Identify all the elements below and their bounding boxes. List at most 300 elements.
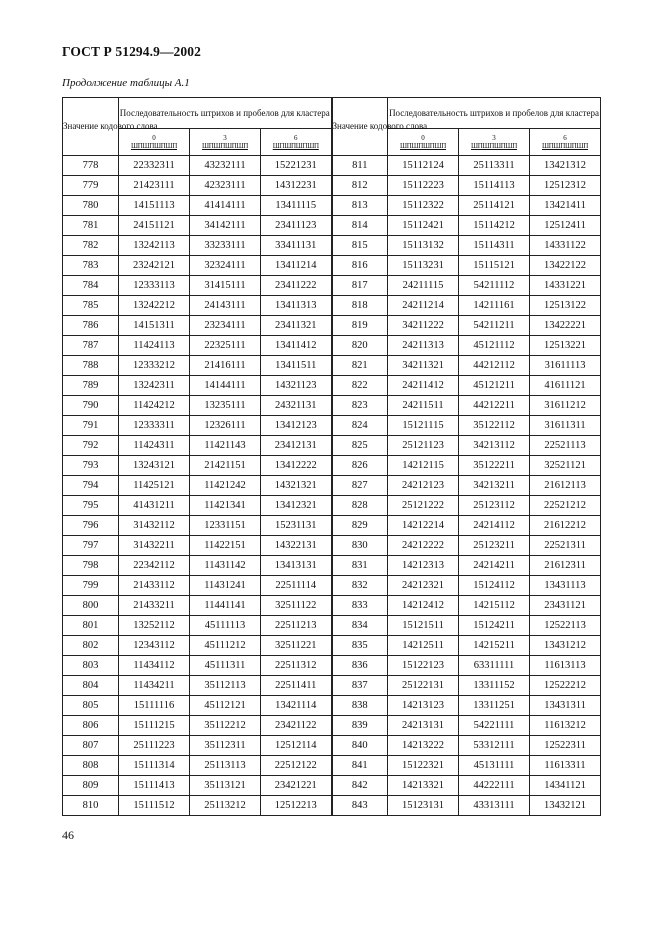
sequence-cell: 13431212 bbox=[530, 636, 601, 656]
sequence-cell: 25123211 bbox=[459, 536, 530, 556]
sequence-cell: 24212123 bbox=[388, 476, 459, 496]
sequence-cell: 15113231 bbox=[388, 256, 459, 276]
sequence-cell: 22511312 bbox=[261, 656, 332, 676]
sequence-cell: 25121222 bbox=[388, 496, 459, 516]
codeword-value-cell: 778 bbox=[63, 156, 119, 176]
codeword-value-cell: 831 bbox=[332, 556, 388, 576]
sequence-cell: 15123131 bbox=[388, 796, 459, 816]
sequence-cell: 12512114 bbox=[261, 736, 332, 756]
header-sequence-right: Последовательность штрихов и пробелов для кластера bbox=[388, 98, 601, 129]
table-body bbox=[63, 156, 601, 816]
sequence-cell: 11434112 bbox=[119, 656, 190, 676]
sequence-cell: 35112212 bbox=[190, 716, 261, 736]
codeword-value-cell: 788 bbox=[63, 356, 119, 376]
sequence-cell: 15122123 bbox=[388, 656, 459, 676]
sequence-cell: 14212214 bbox=[388, 516, 459, 536]
sequence-cell: 15114212 bbox=[459, 216, 530, 236]
sequence-cell: 12522212 bbox=[530, 676, 601, 696]
sequence-cell: 11424113 bbox=[119, 336, 190, 356]
sequence-cell: 15111314 bbox=[119, 756, 190, 776]
sequence-cell: 31415111 bbox=[190, 276, 261, 296]
sequence-cell: 11421143 bbox=[190, 436, 261, 456]
sequence-cell: 34211321 bbox=[388, 356, 459, 376]
sequence-cell: 14213222 bbox=[388, 736, 459, 756]
sequence-cell: 22512122 bbox=[261, 756, 332, 776]
sequence-cell: 15112223 bbox=[388, 176, 459, 196]
sequence-cell: 31611113 bbox=[530, 356, 601, 376]
codeword-value-cell: 792 bbox=[63, 436, 119, 456]
sequence-cell: 24211115 bbox=[388, 276, 459, 296]
sequence-cell: 35112113 bbox=[190, 676, 261, 696]
sequence-cell: 14211161 bbox=[459, 296, 530, 316]
table-row bbox=[63, 256, 601, 276]
codeword-value-cell: 835 bbox=[332, 636, 388, 656]
codeword-value-cell: 817 bbox=[332, 276, 388, 296]
codeword-value-cell: 816 bbox=[332, 256, 388, 276]
sequence-cell: 34213112 bbox=[459, 436, 530, 456]
sequence-cell: 22332311 bbox=[119, 156, 190, 176]
header-value-left: Значение кодового слова bbox=[63, 98, 119, 156]
codeword-value-cell: 780 bbox=[63, 196, 119, 216]
sequence-cell: 12512411 bbox=[530, 216, 601, 236]
sequence-cell: 23412131 bbox=[261, 436, 332, 456]
sequence-cell: 12513221 bbox=[530, 336, 601, 356]
sequence-cell: 15111215 bbox=[119, 716, 190, 736]
sequence-cell: 13412123 bbox=[261, 416, 332, 436]
sequence-cell: 13243121 bbox=[119, 456, 190, 476]
sequence-cell: 24143111 bbox=[190, 296, 261, 316]
table-row bbox=[63, 316, 601, 336]
codeword-value-cell: 779 bbox=[63, 176, 119, 196]
sequence-cell: 25114121 bbox=[459, 196, 530, 216]
codeword-value-cell: 833 bbox=[332, 596, 388, 616]
codeword-value-cell: 805 bbox=[63, 696, 119, 716]
sequence-cell: 24212321 bbox=[388, 576, 459, 596]
sequence-cell: 11425121 bbox=[119, 476, 190, 496]
header-cluster: 6 ШПШПШПШП bbox=[530, 129, 601, 156]
sequence-cell: 32511122 bbox=[261, 596, 332, 616]
header-value-right: Значение кодового слова bbox=[332, 98, 388, 156]
codeword-value-cell: 809 bbox=[63, 776, 119, 796]
sequence-cell: 44212112 bbox=[459, 356, 530, 376]
sequence-cell: 21612311 bbox=[530, 556, 601, 576]
codeword-value-cell: 836 bbox=[332, 656, 388, 676]
sequence-cell: 15111116 bbox=[119, 696, 190, 716]
table-row bbox=[63, 436, 601, 456]
sequence-cell: 22521212 bbox=[530, 496, 601, 516]
sequence-cell: 21423111 bbox=[119, 176, 190, 196]
table-row bbox=[63, 456, 601, 476]
sequence-cell: 22521311 bbox=[530, 536, 601, 556]
sequence-cell: 35122112 bbox=[459, 416, 530, 436]
sequence-cell: 11431241 bbox=[190, 576, 261, 596]
sequence-cell: 15115121 bbox=[459, 256, 530, 276]
sequence-cell: 23431121 bbox=[530, 596, 601, 616]
sequence-cell: 15112124 bbox=[388, 156, 459, 176]
sequence-cell: 11422151 bbox=[190, 536, 261, 556]
table-row bbox=[63, 176, 601, 196]
table-row bbox=[63, 476, 601, 496]
codeword-value-cell: 789 bbox=[63, 376, 119, 396]
sequence-cell: 34211222 bbox=[388, 316, 459, 336]
sequence-cell: 15111512 bbox=[119, 796, 190, 816]
codeword-value-cell: 800 bbox=[63, 596, 119, 616]
sequence-cell: 25123112 bbox=[459, 496, 530, 516]
codeword-value-cell: 822 bbox=[332, 376, 388, 396]
sequence-cell: 42323111 bbox=[190, 176, 261, 196]
sequence-cell: 25113311 bbox=[459, 156, 530, 176]
sequence-cell: 25121123 bbox=[388, 436, 459, 456]
sequence-cell: 45111113 bbox=[190, 616, 261, 636]
sequence-cell: 14212412 bbox=[388, 596, 459, 616]
codeword-value-cell: 838 bbox=[332, 696, 388, 716]
sequence-cell: 12522311 bbox=[530, 736, 601, 756]
sequence-cell: 13422221 bbox=[530, 316, 601, 336]
codeword-value-cell: 785 bbox=[63, 296, 119, 316]
codeword-value-cell: 790 bbox=[63, 396, 119, 416]
codeword-value-cell: 806 bbox=[63, 716, 119, 736]
codeword-table bbox=[62, 97, 601, 816]
sequence-cell: 25122131 bbox=[388, 676, 459, 696]
sequence-cell: 12512213 bbox=[261, 796, 332, 816]
table-row bbox=[63, 796, 601, 816]
sequence-cell: 15124112 bbox=[459, 576, 530, 596]
sequence-cell: 11613212 bbox=[530, 716, 601, 736]
header-sequence-left: Последовательность штрихов и пробелов для кластера bbox=[119, 98, 332, 129]
sequence-cell: 12512312 bbox=[530, 176, 601, 196]
sequence-cell: 15124211 bbox=[459, 616, 530, 636]
sequence-cell: 43232111 bbox=[190, 156, 261, 176]
codeword-value-cell: 824 bbox=[332, 416, 388, 436]
sequence-cell: 15114113 bbox=[459, 176, 530, 196]
sequence-cell: 14331221 bbox=[530, 276, 601, 296]
table-row bbox=[63, 196, 601, 216]
sequence-cell: 32511221 bbox=[261, 636, 332, 656]
sequence-cell: 45111311 bbox=[190, 656, 261, 676]
sequence-cell: 13412321 bbox=[261, 496, 332, 516]
codeword-value-cell: 834 bbox=[332, 616, 388, 636]
codeword-value-cell: 810 bbox=[63, 796, 119, 816]
table-row bbox=[63, 656, 601, 676]
sequence-cell: 13235111 bbox=[190, 396, 261, 416]
sequence-cell: 13422122 bbox=[530, 256, 601, 276]
sequence-cell: 13411412 bbox=[261, 336, 332, 356]
sequence-cell: 31611212 bbox=[530, 396, 601, 416]
sequence-cell: 21433112 bbox=[119, 576, 190, 596]
sequence-cell: 31611311 bbox=[530, 416, 601, 436]
sequence-cell: 13411115 bbox=[261, 196, 332, 216]
table-row bbox=[63, 336, 601, 356]
codeword-value-cell: 828 bbox=[332, 496, 388, 516]
sequence-cell: 11434211 bbox=[119, 676, 190, 696]
header-cluster: 0 ШПШПШПШП bbox=[119, 129, 190, 156]
sequence-cell: 13311251 bbox=[459, 696, 530, 716]
sequence-cell: 23411123 bbox=[261, 216, 332, 236]
sequence-cell: 44222111 bbox=[459, 776, 530, 796]
codeword-value-cell: 818 bbox=[332, 296, 388, 316]
sequence-cell: 15121115 bbox=[388, 416, 459, 436]
sequence-cell: 23421122 bbox=[261, 716, 332, 736]
sequence-cell: 31432211 bbox=[119, 536, 190, 556]
codeword-value-cell: 827 bbox=[332, 476, 388, 496]
sequence-cell: 14341121 bbox=[530, 776, 601, 796]
sequence-cell: 21433211 bbox=[119, 596, 190, 616]
sequence-cell: 15231131 bbox=[261, 516, 332, 536]
table-caption: Продолжение таблицы А.1 bbox=[62, 77, 190, 89]
sequence-cell: 23234111 bbox=[190, 316, 261, 336]
sequence-cell: 43313111 bbox=[459, 796, 530, 816]
codeword-value-cell: 796 bbox=[63, 516, 119, 536]
sequence-cell: 22521113 bbox=[530, 436, 601, 456]
sequence-cell: 14213321 bbox=[388, 776, 459, 796]
codeword-value-cell: 804 bbox=[63, 676, 119, 696]
codeword-value-cell: 811 bbox=[332, 156, 388, 176]
sequence-cell: 13412222 bbox=[261, 456, 332, 476]
sequence-cell: 12333311 bbox=[119, 416, 190, 436]
sequence-cell: 13431311 bbox=[530, 696, 601, 716]
codeword-value-cell: 782 bbox=[63, 236, 119, 256]
sequence-cell: 11441141 bbox=[190, 596, 261, 616]
sequence-cell: 54221111 bbox=[459, 716, 530, 736]
codeword-value-cell: 839 bbox=[332, 716, 388, 736]
sequence-cell: 11613311 bbox=[530, 756, 601, 776]
sequence-cell: 22342112 bbox=[119, 556, 190, 576]
sequence-cell: 45121112 bbox=[459, 336, 530, 356]
table-row bbox=[63, 756, 601, 776]
sequence-cell: 21421151 bbox=[190, 456, 261, 476]
sequence-cell: 14215211 bbox=[459, 636, 530, 656]
codeword-value-cell: 837 bbox=[332, 676, 388, 696]
sequence-cell: 35122211 bbox=[459, 456, 530, 476]
table-row bbox=[63, 156, 601, 176]
sequence-cell: 11613113 bbox=[530, 656, 601, 676]
sequence-cell: 12522113 bbox=[530, 616, 601, 636]
codeword-value-cell: 783 bbox=[63, 256, 119, 276]
codeword-value-cell: 829 bbox=[332, 516, 388, 536]
sequence-cell: 24212222 bbox=[388, 536, 459, 556]
sequence-cell: 21612113 bbox=[530, 476, 601, 496]
sequence-cell: 44212211 bbox=[459, 396, 530, 416]
codeword-value-cell: 842 bbox=[332, 776, 388, 796]
sequence-cell: 35113121 bbox=[190, 776, 261, 796]
sequence-cell: 12331151 bbox=[190, 516, 261, 536]
codeword-value-cell: 795 bbox=[63, 496, 119, 516]
sequence-cell: 23411321 bbox=[261, 316, 332, 336]
codeword-value-cell: 843 bbox=[332, 796, 388, 816]
codeword-value-cell: 815 bbox=[332, 236, 388, 256]
sequence-cell: 15112322 bbox=[388, 196, 459, 216]
sequence-cell: 13242212 bbox=[119, 296, 190, 316]
table-row bbox=[63, 356, 601, 376]
sequence-cell: 35112311 bbox=[190, 736, 261, 756]
sequence-cell: 13421114 bbox=[261, 696, 332, 716]
sequence-cell: 14321123 bbox=[261, 376, 332, 396]
codeword-value-cell: 820 bbox=[332, 336, 388, 356]
codeword-value-cell: 814 bbox=[332, 216, 388, 236]
sequence-cell: 21416111 bbox=[190, 356, 261, 376]
sequence-cell: 14331122 bbox=[530, 236, 601, 256]
table-row bbox=[63, 496, 601, 516]
table-row bbox=[63, 676, 601, 696]
codeword-value-cell: 808 bbox=[63, 756, 119, 776]
sequence-cell: 23242121 bbox=[119, 256, 190, 276]
sequence-cell: 13252112 bbox=[119, 616, 190, 636]
header-cluster: 0 ШПШПШПШП bbox=[388, 129, 459, 156]
codeword-value-cell: 802 bbox=[63, 636, 119, 656]
codeword-value-cell: 794 bbox=[63, 476, 119, 496]
codeword-value-cell: 797 bbox=[63, 536, 119, 556]
sequence-cell: 13411214 bbox=[261, 256, 332, 276]
sequence-cell: 11431142 bbox=[190, 556, 261, 576]
table-row bbox=[63, 716, 601, 736]
sequence-cell: 13411511 bbox=[261, 356, 332, 376]
table-row bbox=[63, 276, 601, 296]
sequence-cell: 24211412 bbox=[388, 376, 459, 396]
table-row bbox=[63, 396, 601, 416]
table-row bbox=[63, 516, 601, 536]
sequence-cell: 33411131 bbox=[261, 236, 332, 256]
sequence-cell: 45111212 bbox=[190, 636, 261, 656]
codeword-value-cell: 821 bbox=[332, 356, 388, 376]
sequence-cell: 13431113 bbox=[530, 576, 601, 596]
sequence-cell: 13242311 bbox=[119, 376, 190, 396]
sequence-cell: 11424212 bbox=[119, 396, 190, 416]
sequence-cell: 13421411 bbox=[530, 196, 601, 216]
codeword-value-cell: 841 bbox=[332, 756, 388, 776]
table-row bbox=[63, 576, 601, 596]
table-row bbox=[63, 216, 601, 236]
sequence-cell: 34213211 bbox=[459, 476, 530, 496]
codeword-value-cell: 832 bbox=[332, 576, 388, 596]
table-row bbox=[63, 236, 601, 256]
sequence-cell: 24213131 bbox=[388, 716, 459, 736]
sequence-cell: 41431211 bbox=[119, 496, 190, 516]
sequence-cell: 11421242 bbox=[190, 476, 261, 496]
sequence-cell: 15113132 bbox=[388, 236, 459, 256]
sequence-cell: 53312111 bbox=[459, 736, 530, 756]
sequence-cell: 11424311 bbox=[119, 436, 190, 456]
sequence-cell: 24214211 bbox=[459, 556, 530, 576]
sequence-cell: 14321321 bbox=[261, 476, 332, 496]
codeword-value-cell: 830 bbox=[332, 536, 388, 556]
sequence-cell: 15112421 bbox=[388, 216, 459, 236]
table-row bbox=[63, 636, 601, 656]
sequence-cell: 12333212 bbox=[119, 356, 190, 376]
sequence-cell: 24211511 bbox=[388, 396, 459, 416]
sequence-cell: 45121211 bbox=[459, 376, 530, 396]
sequence-cell: 22511411 bbox=[261, 676, 332, 696]
sequence-cell: 12326111 bbox=[190, 416, 261, 436]
codeword-value-cell: 819 bbox=[332, 316, 388, 336]
sequence-cell: 24321131 bbox=[261, 396, 332, 416]
sequence-cell: 14212115 bbox=[388, 456, 459, 476]
sequence-cell: 23421221 bbox=[261, 776, 332, 796]
sequence-cell: 45131111 bbox=[459, 756, 530, 776]
codeword-value-cell: 787 bbox=[63, 336, 119, 356]
codeword-value-cell: 807 bbox=[63, 736, 119, 756]
sequence-cell: 24214112 bbox=[459, 516, 530, 536]
sequence-cell: 54211112 bbox=[459, 276, 530, 296]
sequence-cell: 24211313 bbox=[388, 336, 459, 356]
table-row bbox=[63, 696, 601, 716]
sequence-cell: 13421312 bbox=[530, 156, 601, 176]
codeword-value-cell: 803 bbox=[63, 656, 119, 676]
sequence-cell: 41414111 bbox=[190, 196, 261, 216]
sequence-cell: 14312231 bbox=[261, 176, 332, 196]
codeword-value-cell: 801 bbox=[63, 616, 119, 636]
sequence-cell: 24211214 bbox=[388, 296, 459, 316]
table-row bbox=[63, 596, 601, 616]
sequence-cell: 14212313 bbox=[388, 556, 459, 576]
sequence-cell: 12513122 bbox=[530, 296, 601, 316]
sequence-cell: 22511213 bbox=[261, 616, 332, 636]
codeword-value-cell: 786 bbox=[63, 316, 119, 336]
sequence-cell: 15121511 bbox=[388, 616, 459, 636]
header-cluster: 3 ШПШПШПШП bbox=[459, 129, 530, 156]
sequence-cell: 32521121 bbox=[530, 456, 601, 476]
codeword-value-cell: 799 bbox=[63, 576, 119, 596]
codeword-value-cell: 825 bbox=[332, 436, 388, 456]
document-code: ГОСТ Р 51294.9—2002 bbox=[62, 44, 201, 59]
sequence-cell: 13432121 bbox=[530, 796, 601, 816]
sequence-cell: 14144111 bbox=[190, 376, 261, 396]
table-row bbox=[63, 556, 601, 576]
sequence-cell: 14151113 bbox=[119, 196, 190, 216]
sequence-cell: 14212511 bbox=[388, 636, 459, 656]
sequence-cell: 13413131 bbox=[261, 556, 332, 576]
sequence-cell: 22511114 bbox=[261, 576, 332, 596]
sequence-cell: 24151121 bbox=[119, 216, 190, 236]
sequence-cell: 31432112 bbox=[119, 516, 190, 536]
codeword-value-cell: 826 bbox=[332, 456, 388, 476]
sequence-cell: 14213123 bbox=[388, 696, 459, 716]
codeword-value-cell: 812 bbox=[332, 176, 388, 196]
sequence-cell: 45112121 bbox=[190, 696, 261, 716]
sequence-cell: 11421341 bbox=[190, 496, 261, 516]
codeword-value-cell: 793 bbox=[63, 456, 119, 476]
page-number: 46 bbox=[62, 828, 74, 842]
codeword-value-cell: 798 bbox=[63, 556, 119, 576]
sequence-cell: 41611121 bbox=[530, 376, 601, 396]
table-row bbox=[63, 616, 601, 636]
sequence-cell: 54211211 bbox=[459, 316, 530, 336]
table-row bbox=[63, 536, 601, 556]
table-row bbox=[63, 776, 601, 796]
table-row bbox=[63, 736, 601, 756]
sequence-cell: 33233111 bbox=[190, 236, 261, 256]
codeword-value-cell: 784 bbox=[63, 276, 119, 296]
sequence-cell: 13411313 bbox=[261, 296, 332, 316]
sequence-cell: 32324111 bbox=[190, 256, 261, 276]
sequence-cell: 22325111 bbox=[190, 336, 261, 356]
codeword-value-cell: 813 bbox=[332, 196, 388, 216]
sequence-cell: 14151311 bbox=[119, 316, 190, 336]
sequence-cell: 13242113 bbox=[119, 236, 190, 256]
sequence-cell: 15114311 bbox=[459, 236, 530, 256]
codeword-value-cell: 840 bbox=[332, 736, 388, 756]
header-cluster: 3 ШПШПШПШП bbox=[190, 129, 261, 156]
sequence-cell: 14322131 bbox=[261, 536, 332, 556]
table-row bbox=[63, 296, 601, 316]
table-row bbox=[63, 376, 601, 396]
table-row bbox=[63, 416, 601, 436]
sequence-cell: 14215112 bbox=[459, 596, 530, 616]
sequence-cell: 15221231 bbox=[261, 156, 332, 176]
sequence-cell: 25111223 bbox=[119, 736, 190, 756]
sequence-cell: 12343112 bbox=[119, 636, 190, 656]
sequence-cell: 15111413 bbox=[119, 776, 190, 796]
sequence-cell: 12333113 bbox=[119, 276, 190, 296]
